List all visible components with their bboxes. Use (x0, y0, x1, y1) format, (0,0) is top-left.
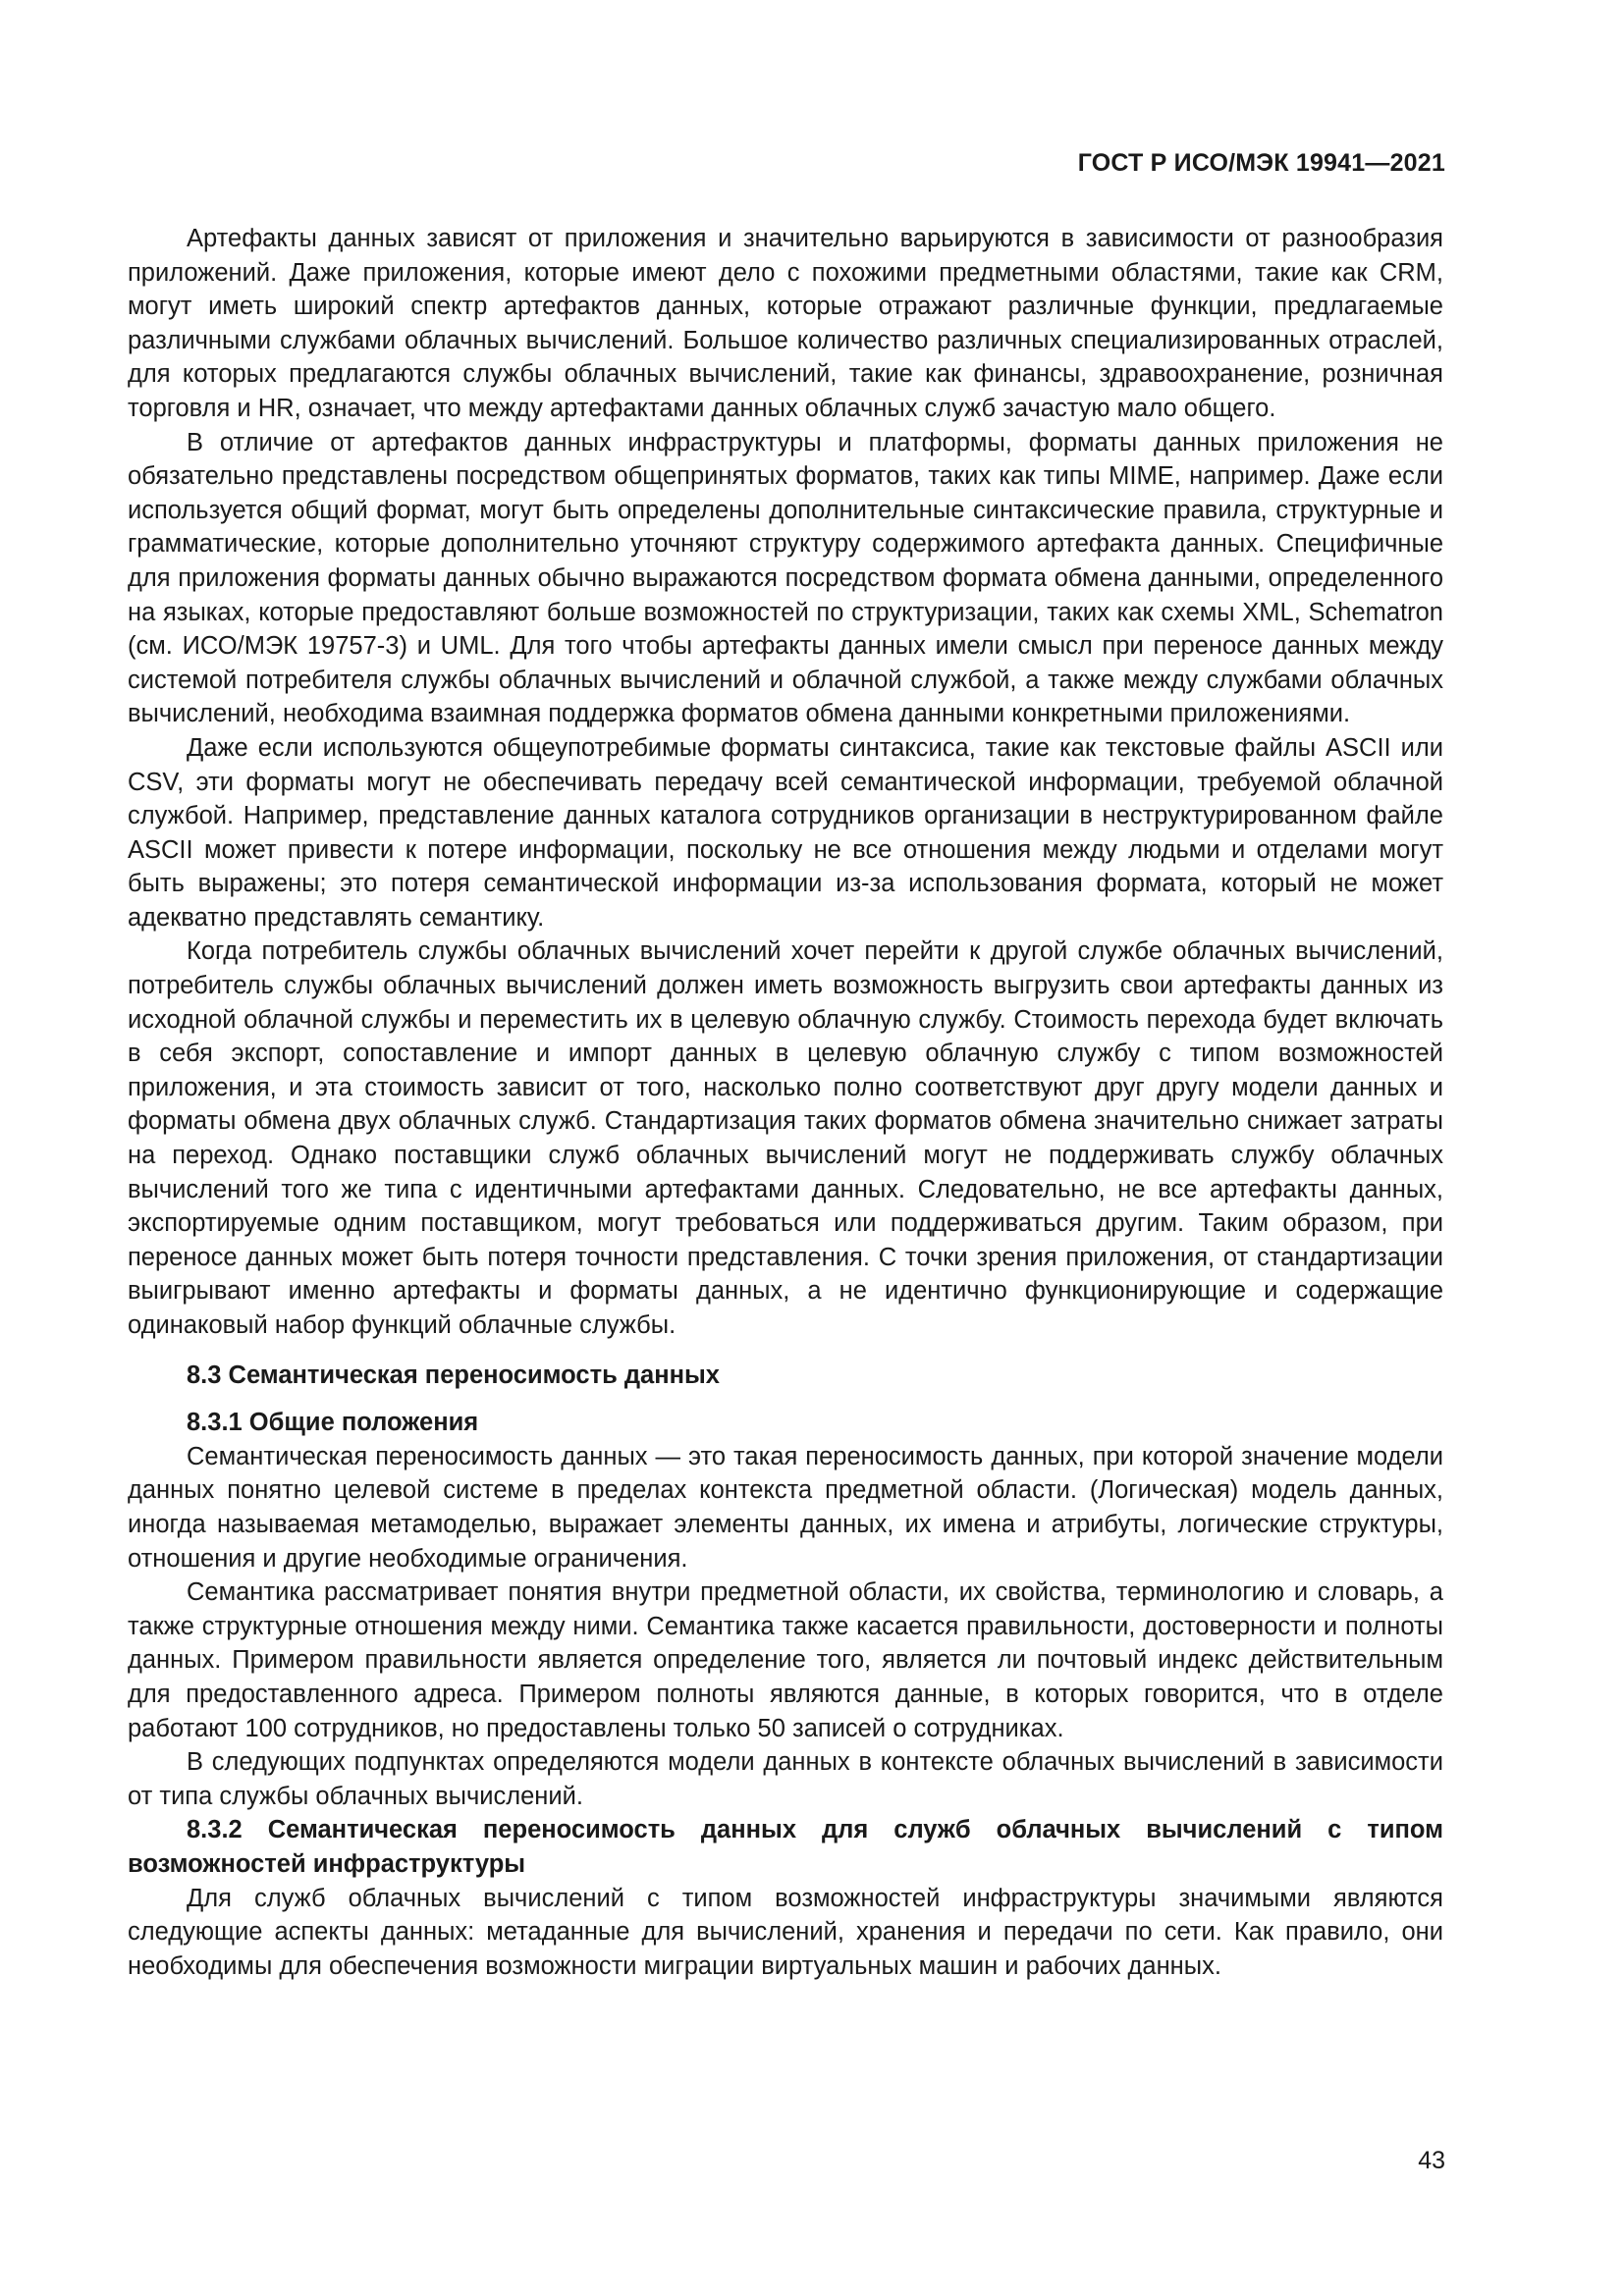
section-heading-8-3-1: 8.3.1 Общие положения (187, 1409, 479, 1437)
page-number: 43 (1418, 2147, 1445, 2174)
section-heading-8-3: 8.3 Семантическая переносимость данных (187, 1361, 720, 1389)
document-header: ГОСТ Р ИСО/МЭК 19941—2021 (1077, 149, 1445, 177)
paragraph: Даже если используются общеупотребимые форматы синтаксиса, такие как текстовые файлы ASCII или CSV, эти форматы могут не обеспечивать передачу всей семантической информации, требуемой облачной службой. Например, представление данных каталога сотрудников организации в неструктурированном файле ASCII может привести к потере информации, поскольку не все отношения между людьми и отделами могут быть выражены; это потеря семантической информации из-за использования формата, который не может адекватно представлять семантику. (128, 733, 1443, 932)
paragraph: В отличие от артефактов данных инфраструктуры и платформы, форматы данных приложения не обязательно представлены посредством общепринятых форматов, таких как типы MIME, например. Даже если используется общий формат, могут быть определены дополнительные синтаксические правила, структурные и грамматические, которые дополнительно уточняют структуру содержимого артефакта данных. Специфичные для приложения форматы данных обычно выражаются посредством формата обмена данными, определенного на языках, которые предоставляют больше возможностей по структуризации, таких как схемы XML, Schematron (см. ИСО/МЭК 19757-3) и UML. Для того чтобы артефакты данных имели смысл при переносе данных между системой потребителя службы облачных вычислений и облачной службой, а также между службами облачных вычислений, необходима взаимная поддержка форматов обмена данными конкретными приложениями. (128, 428, 1443, 728)
paragraph: В следующих подпунктах определяются модели данных в контексте облачных вычислений в зависимости от типа службы облачных вычислений. (128, 1748, 1443, 1810)
paragraph: Семантика рассматривает понятия внутри предметной области, их свойства, терминологию и словарь, а также структурные отношения между ними. Семантика также касается правильности, достоверности и полноты данных. Примером правильности является определение того, является ли почтовый индекс действительным для предоставленного адреса. Примером полноты являются данные, в которых говорится, что в отделе работают 100 сотрудников, но предоставлены только 50 записей о сотрудниках. (128, 1578, 1443, 1742)
document-body (128, 222, 1443, 1983)
paragraph: Когда потребитель службы облачных вычислений хочет перейти к другой службе облачных вычислений, потребитель службы облачных вычислений должен иметь возможность выгрузить свои артефакты данных из исходной облачной службы и переместить их в целевую облачную службу. Стоимость перехода будет включать в себя экспорт, сопоставление и импорт данных в целевую облачную службу с типом возможностей приложения, и эта стоимость зависит от того, насколько полно соответствуют друг другу модели данных и форматы обмена двух облачных служб. Стандартизация таких форматов обмена значительно снижает затраты на переход. Однако поставщики служб облачных вычислений могут не поддерживать службу облачных вычислений того же типа с идентичными артефактами данных. Следовательно, не все артефакты данных, экспортируемые одним поставщиком, могут требоваться или поддерживаться другим. Таким образом, при переносе данных может быть потеря точности представления. С точки зрения приложения, от стандартизации выигрывают именно артефакты и форматы данных, а не идентично функционирующие и содержащие одинаковый набор функций облачные службы. (128, 937, 1443, 1339)
section-heading-8-3-2: 8.3.2 Семантическая переносимость данных для служб облачных вычислений с типом возможностей инфраструктуры (128, 1816, 1443, 1878)
paragraph: Семантическая переносимость данных — это такая переносимость данных, при которой значение модели данных понятно целевой системе в пределах контекста предметной области. (Логическая) модель данных, иногда называемая метамоделью, выражает элементы данных, их имена и атрибуты, логические структуры, отношения и другие необходимые ограничения. (128, 1442, 1443, 1573)
paragraph: Артефакты данных зависят от приложения и значительно варьируются в зависимости от разнообразия приложений. Даже приложения, которые имеют дело с похожими предметными областями, такие как CRM, могут иметь широкий спектр артефактов данных, которые отражают различные функции, предлагаемые различными службами облачных вычислений. Большое количество различных специализированных отраслей, для которых предлагаются службы облачных вычислений, такие как финансы, здравоохранение, розничная торговля и HR, означает, что между артефактами данных облачных служб зачастую мало общего. (128, 225, 1443, 422)
paragraph: Для служб облачных вычислений с типом возможностей инфраструктуры значимыми являются следующие аспекты данных: метаданные для вычислений, хранения и передачи по сети. Как правило, они необходимы для обеспечения возможности миграции виртуальных машин и рабочих данных. (128, 1884, 1443, 1980)
